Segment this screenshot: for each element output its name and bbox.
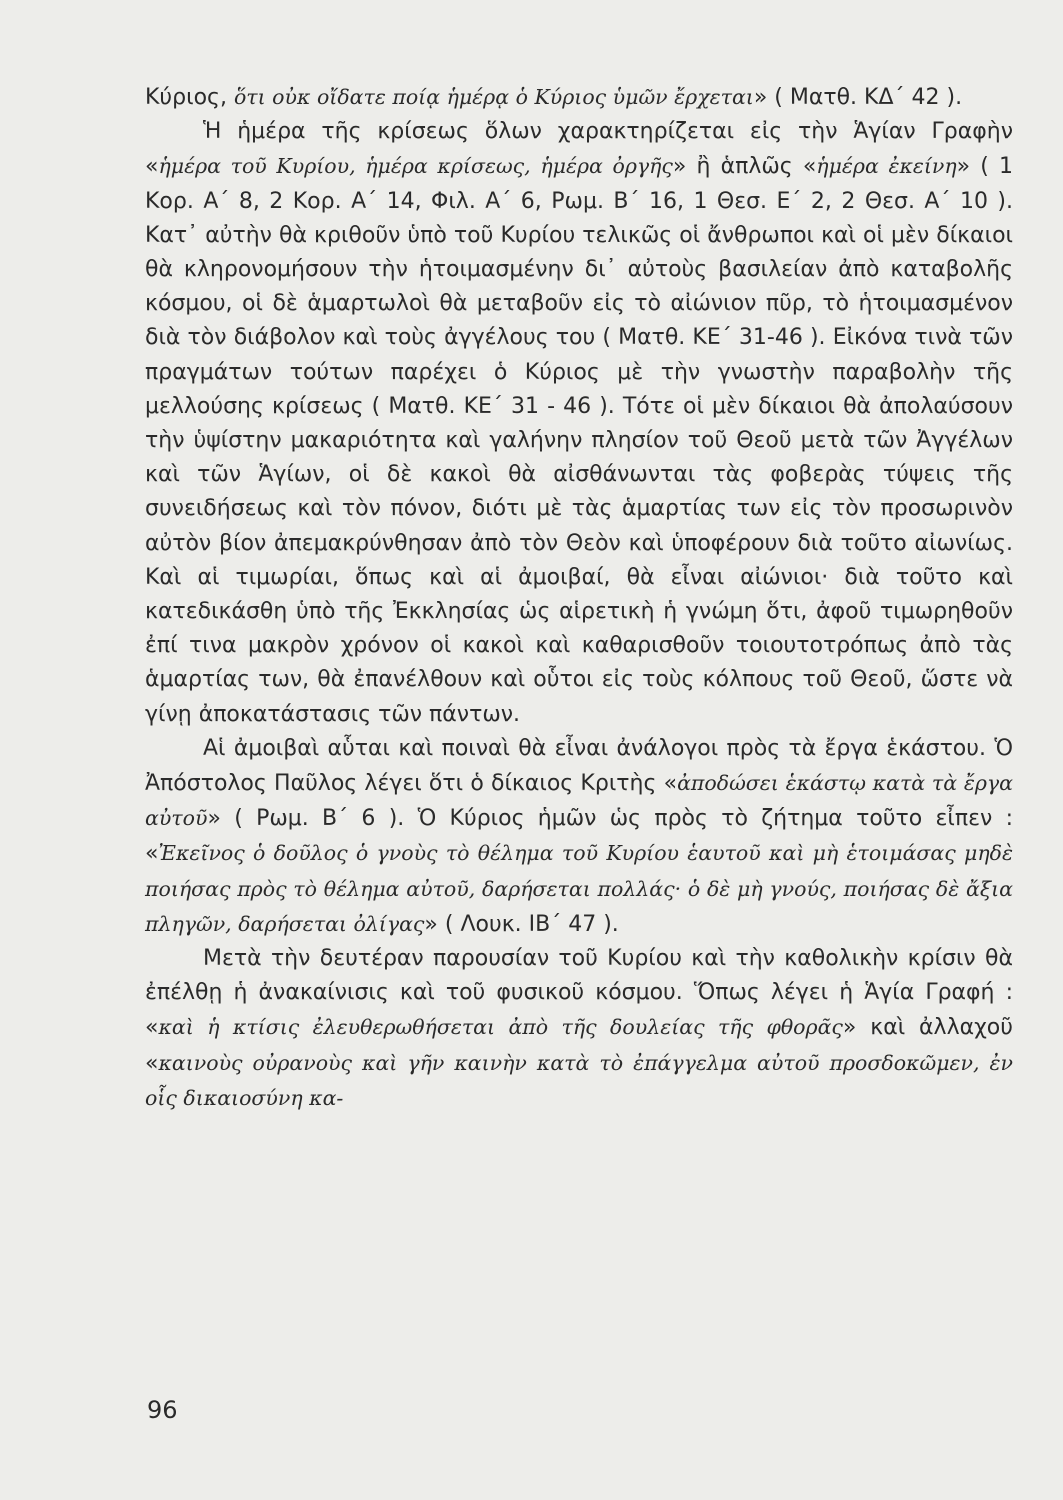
body-text — [145, 80, 1013, 1116]
italic-quotation: καὶ ἡ κτίσις ἐλευθερωθήσεται ἀπὸ τῆς δουλείας τῆς φθορᾶς — [158, 1015, 843, 1040]
paragraph — [145, 942, 1013, 1116]
paragraph — [145, 732, 1013, 942]
text-run: » ( Λουκ. ΙΒ΄ 47 ). — [424, 911, 619, 937]
text-run: » ( Ματθ. ΚΔ΄ 42 ). — [753, 85, 963, 110]
text-run: » ἢ ἁπλῶς « — [672, 154, 817, 180]
italic-quotation: ἀποδώσει ἑκάστῳ κατὰ τὰ ἔργα αὐτοῦ — [145, 771, 1014, 831]
text-run: » ( Ρωμ. Β΄ 6 ). Ὁ Κύριος ἡμῶν ὡς πρὸς τὸ ζήτημα τοῦτο εἶπεν : « — [145, 806, 1013, 867]
text-run: » καὶ ἀλλαχοῦ « — [145, 1015, 1013, 1076]
text-run: Ἡ ἡμέρα τῆς κρίσεως ὅλων χαρακτηρίζεται εἰς τὴν Ἁγίαν Γραφὴν « — [145, 119, 1013, 180]
italic-quotation: ἡμέρα τοῦ Κυρίου, ἡμέρα κρίσεως, ἡμέρα ὀργῆς — [158, 154, 673, 179]
text-run: » ( 1 Κορ. Α΄ 8, 2 Κορ. Α΄ 14, Φιλ. Α΄ 6, Ρωμ. Β΄ 16, 1 Θεσ. Ε΄ 2, 2 Θεσ. Α΄ 10 ). Κατ᾽ αὐτὴν θὰ κριθοῦν ὑπὸ τοῦ Κυρίου τελικῶς οἱ ἄνθρωποι καὶ οἱ μὲν δίκαιοι θὰ κληρονομήσουν τὴν ἡτοιμασμένην δι᾽ αὐτοὺς βασιλείαν ἀπὸ καταβολῆς κόσμου, οἱ δὲ ἁμαρτωλοὶ θὰ μεταβοῦν εἰς τὸ αἰώνιον πῦρ, τὸ ἡτοιμασμένον διὰ τὸν διάβολον καὶ τοὺς ἀγγέλους του ( Ματθ. ΚΕ΄ 31-46 ). Εἰκόνα τινὰ τῶν πραγμάτων τούτων παρέχει ὁ Κύριος μὲ τὴν γνωστὴν παραβολὴν τῆς μελλούσης κρίσεως ( Ματθ. ΚΕ΄ 31 - 46 ). Τότε οἱ μὲν δίκαιοι θὰ ἀπολαύσουν τὴν ὑψίστην μακαριότητα καὶ γαλήνην πλησίον τοῦ Θεοῦ μετὰ τῶν Ἀγγέλων καὶ τῶν Ἁγίων, οἱ δὲ κακοὶ θὰ αἰσθάνωνται τὰς φοβερὰς τύψεις τῆς συνειδήσεως καὶ τὸν πόνον, διότι μὲ τὰς ἁμαρτίας των εἰς τὸν προσωρινὸν αὐτὸν βίον ἀπεμακρύνθησαν ἀπὸ τὸν Θεὸν καὶ ὑποφέρουν διὰ τοῦτο αἰωνίως. Καὶ αἱ τιμωρίαι, ὅπως καὶ αἱ ἀμοιβαί, θὰ εἶναι αἰώνιοι· διὰ τοῦτο καὶ κατεδικάσθη ὑπὸ τῆς Ἐκκλησίας ὡς αἱρετικὴ ἡ γνώμη ὅτι, ἀφοῦ τιμωρηθοῦν ἐπί τινα μακρὸν χρόνον οἱ κακοὶ καὶ καθαρισθοῦν τοιουτοτρόπως ἀπὸ τὰς ἁμαρτίας των, θὰ ἐπανέλθουν καὶ οὗτοι εἰς τοὺς κόλπους τοῦ Θεοῦ, ὥστε νὰ γίνῃ ἀποκατάστασις τῶν πάντων. — [145, 154, 1013, 727]
text-run: Μετὰ τὴν δευτέραν παρουσίαν τοῦ Κυρίου καὶ τὴν καθολικὴν κρίσιν θὰ ἐπέλθῃ ἡ ἀνακαίνισις καὶ τοῦ φυσικοῦ κόσμου. Ὅπως λέγει ἡ Ἁγία Γραφή : « — [145, 946, 1013, 1041]
italic-quotation: καινοὺς οὐρανοὺς καὶ γῆν καινὴν κατὰ τὸ ἐπάγγελμα αὐτοῦ προσδοκῶμεν, ἐν οἷς δικαιοσύνη κα- — [145, 1050, 1013, 1110]
italic-quotation: ὅτι οὐκ οἴδατε ποίᾳ ἡμέρᾳ ὁ Κύριος ὑμῶν ἔρχεται — [233, 85, 754, 109]
page-number: 96 — [147, 1396, 178, 1424]
italic-quotation: Ἐκεῖνος ὁ δοῦλος ὁ γνοὺς τὸ θέλημα τοῦ Κυρίου ἑαυτοῦ καὶ μὴ ἑτοιμάσας μηδὲ ποιήσας πρὸς τὸ θέλημα αὐτοῦ, δαρήσεται πολλάς· ὁ δὲ μὴ γνούς, ποιήσας δὲ ἄξια πληγῶν, δαρήσεται ὀλίγας — [145, 841, 1013, 936]
paragraph — [145, 80, 1013, 115]
text-run: Κύριος, — [145, 85, 234, 110]
paragraph — [145, 115, 1013, 732]
italic-quotation: ἡμέρα ἐκείνη — [816, 154, 957, 179]
text-run: Αἱ ἀμοιβαὶ αὗται καὶ ποιναὶ θὰ εἶναι ἀνάλογοι πρὸς τὰ ἔργα ἑκάστου. Ὁ Ἀπόστολος Παῦλος λέγει ὅτι ὁ δίκαιος Κριτὴς « — [145, 735, 1013, 797]
